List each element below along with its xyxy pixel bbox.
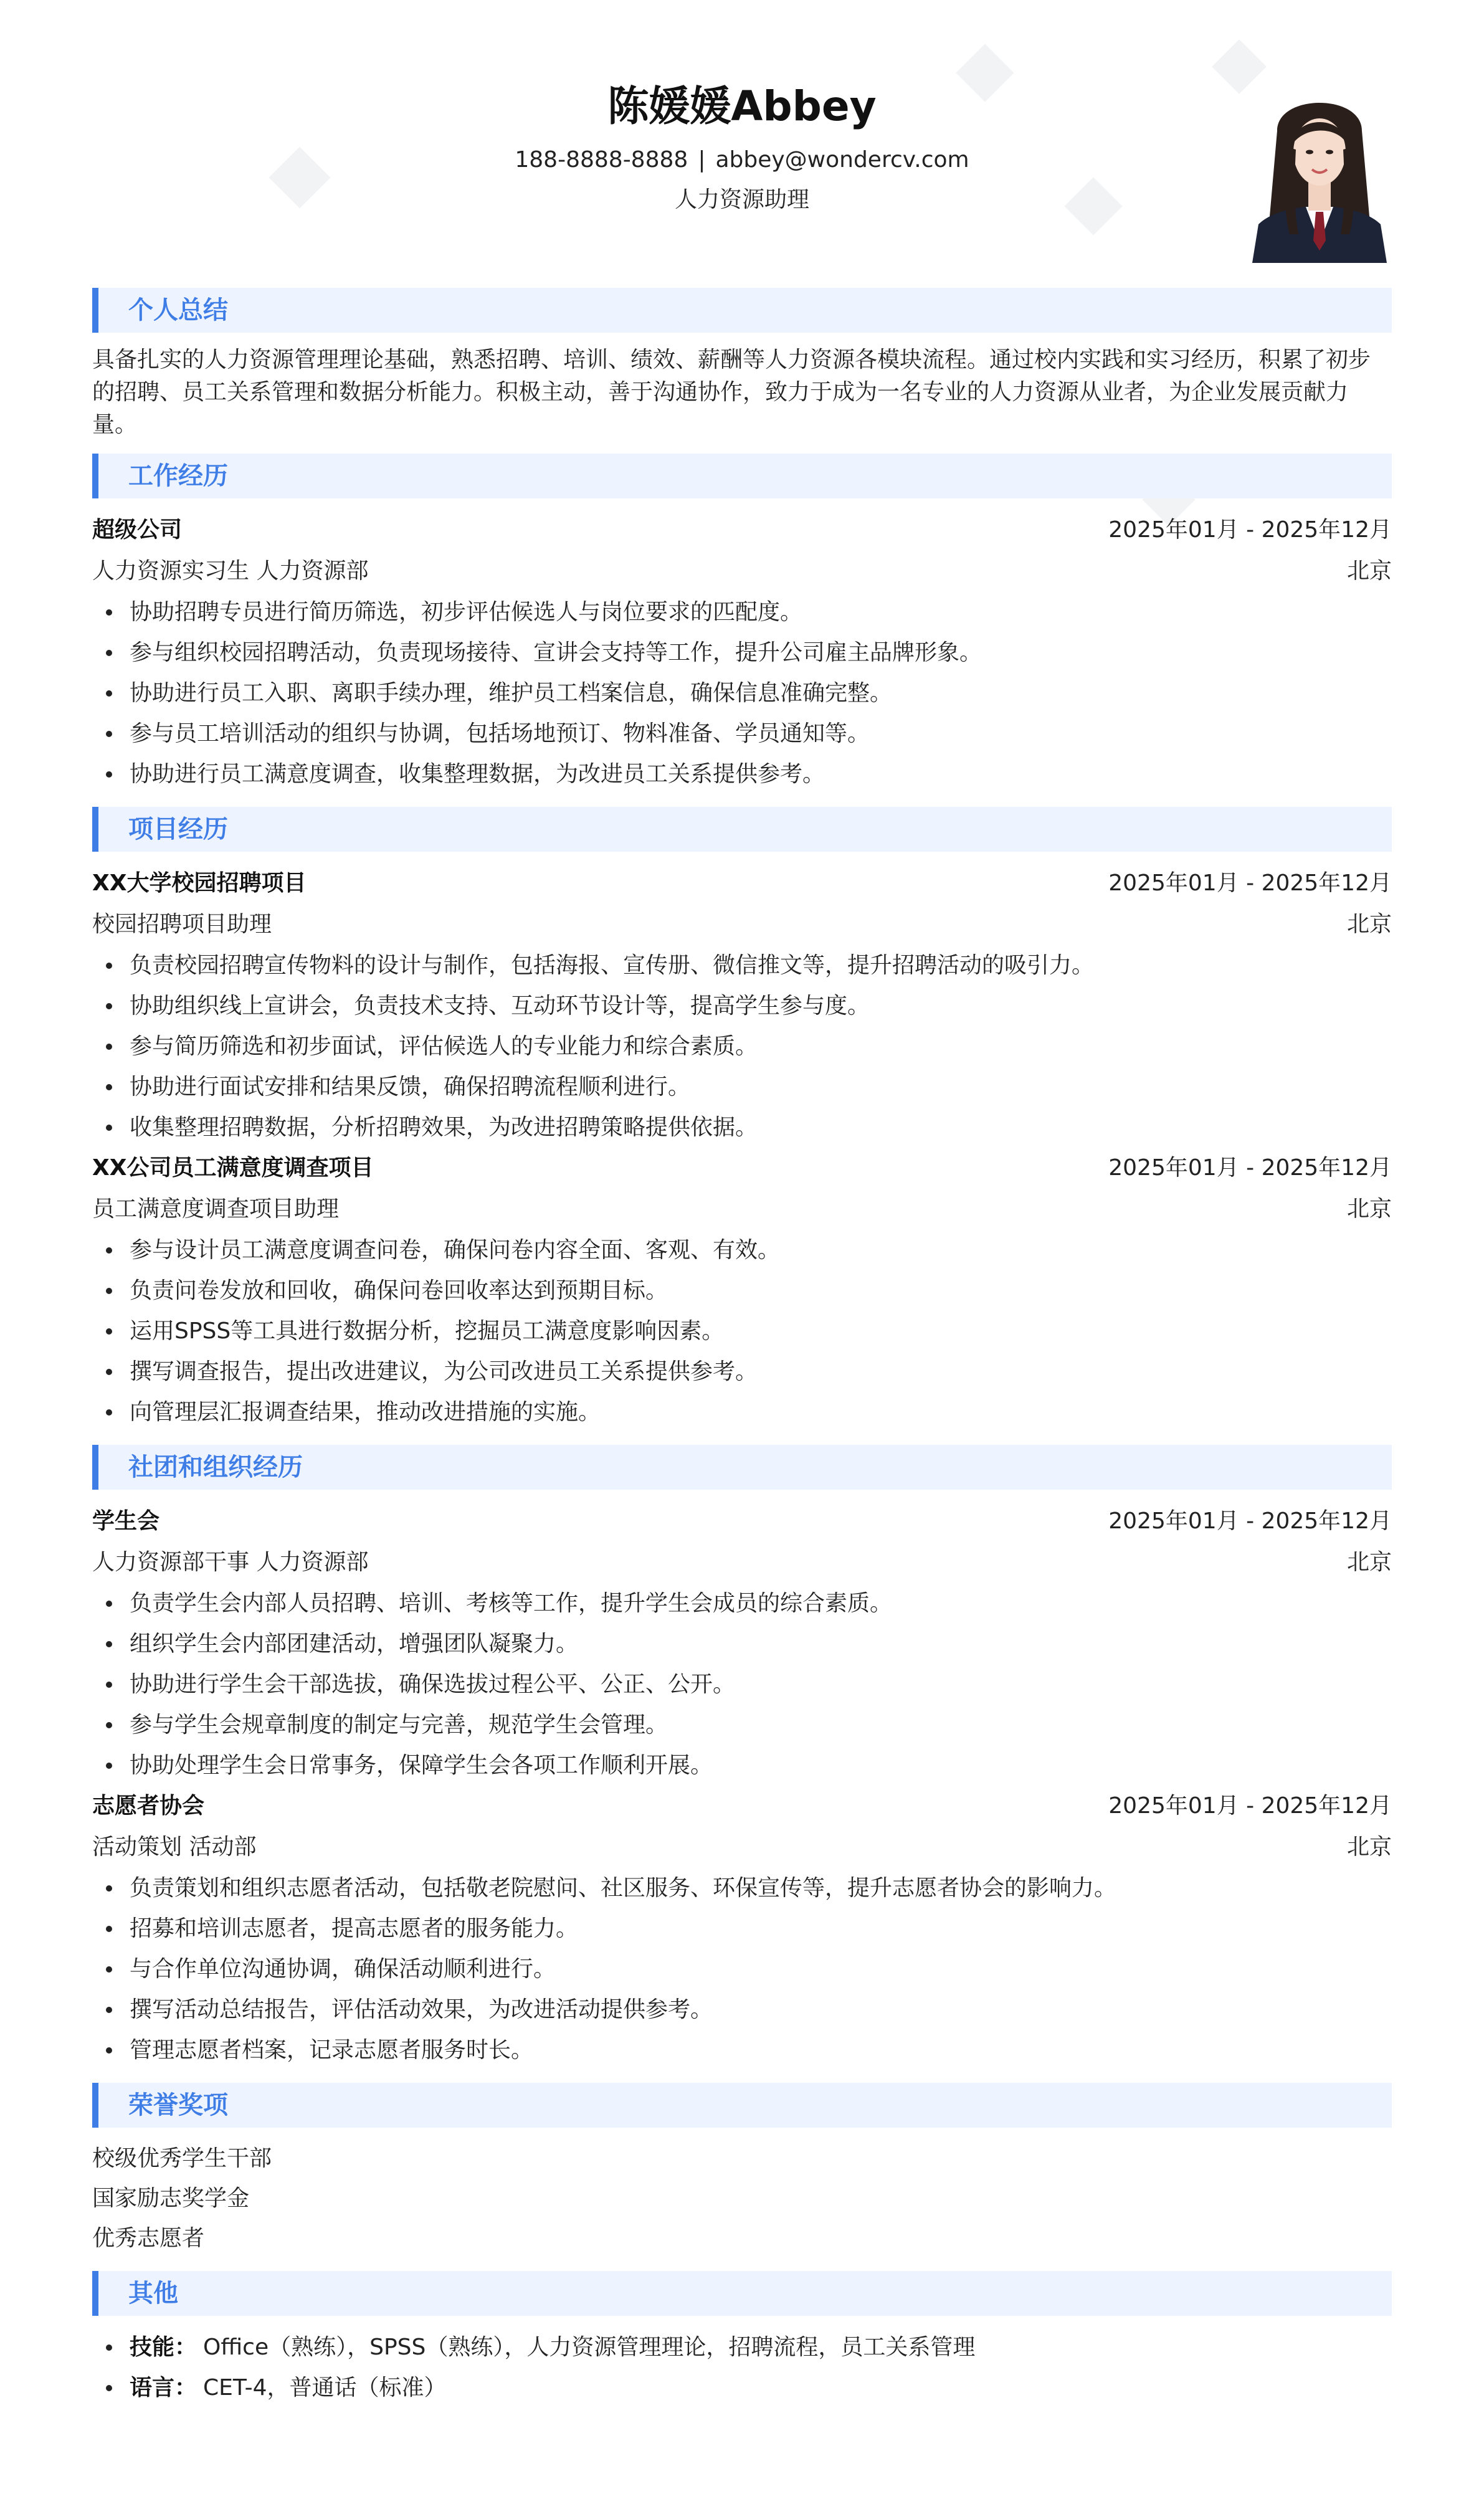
section-title: 社团和组织经历 bbox=[128, 1453, 303, 1482]
bullet-item: 负责校园招聘宣传物料的设计与制作，包括海报、宣传册、微信推文等，提升招聘活动的吸引力。 bbox=[92, 945, 1392, 986]
section-header bbox=[92, 454, 1392, 498]
summary-section bbox=[92, 288, 1392, 441]
entry-header-row bbox=[92, 1786, 1392, 1827]
section-accent-bar bbox=[92, 288, 98, 333]
entry-bullets bbox=[92, 592, 1392, 794]
summary-text: 具备扎实的人力资源管理理论基础，熟悉招聘、培训、绩效、薪酬等人力资源各模块流程。通过校内实践和实习经历，积累了初步的招聘、员工关系管理和数据分析能力。积极主动，善于沟通协作，致力于成为一名专业的人力资源从业者，为企业发展贡献力量。 bbox=[92, 347, 1371, 437]
other-list bbox=[92, 2327, 1392, 2408]
work-section bbox=[92, 454, 1392, 794]
contact-separator: | bbox=[698, 147, 706, 173]
section-accent-bar bbox=[92, 1445, 98, 1490]
bullet-item: 与合作单位沟通协调，确保活动顺利进行。 bbox=[92, 1949, 1392, 1989]
skills-label: 技能： bbox=[130, 2335, 197, 2360]
skills-item bbox=[92, 2327, 1392, 2368]
skills-value: Office（熟练），SPSS（熟练），人力资源管理理论，招聘流程，员工关系管理 bbox=[203, 2335, 976, 2360]
section-title: 荣誉奖项 bbox=[128, 2091, 228, 2120]
entry-bullets bbox=[92, 1230, 1392, 1432]
entry-role-row bbox=[92, 1189, 1392, 1230]
bullet-item: 招募和培训志愿者，提高志愿者的服务能力。 bbox=[92, 1908, 1392, 1949]
profile-photo bbox=[1246, 87, 1393, 263]
entry-role: 人力资源实习生 人力资源部 bbox=[92, 558, 369, 584]
project-entry bbox=[92, 863, 1392, 1148]
entry-role: 活动策划 活动部 bbox=[92, 1834, 257, 1860]
honor-item: 国家励志奖学金 bbox=[92, 2186, 250, 2211]
bullet-item: 参与设计员工满意度调查问卷，确保问卷内容全面、客观、有效。 bbox=[92, 1230, 1392, 1270]
section-header bbox=[92, 288, 1392, 333]
bullet-item: 协助处理学生会日常事务，保障学生会各项工作顺利开展。 bbox=[92, 1745, 1392, 1786]
bullet-item: 向管理层汇报调查结果，推动改进措施的实施。 bbox=[92, 1392, 1392, 1432]
section-accent-bar bbox=[92, 2083, 98, 2128]
other-section bbox=[92, 2271, 1392, 2408]
entry-location: 北京 bbox=[1346, 1549, 1392, 1575]
bullet-item: 撰写活动总结报告，评估活动效果，为改进活动提供参考。 bbox=[92, 1989, 1392, 2030]
entry-organization: 超级公司 bbox=[92, 517, 183, 543]
bullet-item: 参与简历筛选和初步面试，评估候选人的专业能力和综合素质。 bbox=[92, 1026, 1392, 1067]
bullet-item: 参与组织校园招聘活动，负责现场接待、宣讲会支持等工作，提升公司雇主品牌形象。 bbox=[92, 632, 1392, 673]
section-title: 工作经历 bbox=[128, 462, 228, 490]
entry-location: 北京 bbox=[1346, 1834, 1392, 1860]
entry-date: 2025年01月 - 2025年12月 bbox=[1108, 517, 1392, 543]
section-header bbox=[92, 807, 1392, 852]
honor-item: 校级优秀学生干部 bbox=[92, 2146, 272, 2171]
job-title: 人力资源助理 bbox=[674, 187, 809, 212]
email-address: abbey@wondercv.com bbox=[715, 147, 969, 173]
entry-date: 2025年01月 - 2025年12月 bbox=[1108, 1793, 1392, 1819]
entry-organization: 学生会 bbox=[92, 1508, 160, 1534]
section-title: 其他 bbox=[128, 2279, 178, 2308]
bullet-item: 组织学生会内部团建活动，增强团队凝聚力。 bbox=[92, 1624, 1392, 1664]
club-entry bbox=[92, 1501, 1392, 1786]
bullet-item: 运用SPSS等工具进行数据分析，挖掘员工满意度影响因素。 bbox=[92, 1311, 1392, 1351]
bullet-item: 负责问卷发放和回收，确保问卷回收率达到预期目标。 bbox=[92, 1270, 1392, 1311]
entry-organization: 志愿者协会 bbox=[92, 1793, 205, 1819]
entry-role-row bbox=[92, 1542, 1392, 1583]
entry-role-row bbox=[92, 904, 1392, 945]
bullet-item: 协助进行学生会干部选拔，确保选拔过程公平、公正、公开。 bbox=[92, 1664, 1392, 1705]
clubs-section bbox=[92, 1445, 1392, 2070]
honor-item: 优秀志愿者 bbox=[92, 2225, 205, 2251]
section-title: 个人总结 bbox=[128, 296, 228, 325]
bullet-item: 参与员工培训活动的组织与协调，包括场地预订、物料准备、学员通知等。 bbox=[92, 713, 1392, 754]
bullet-item: 协助进行员工满意度调查，收集整理数据，为改进员工关系提供参考。 bbox=[92, 754, 1392, 794]
entry-role: 员工满意度调查项目助理 bbox=[92, 1196, 340, 1222]
honors-section bbox=[92, 2083, 1392, 2259]
entry-role-row bbox=[92, 551, 1392, 592]
entry-bullets bbox=[92, 945, 1392, 1148]
entry-header-row bbox=[92, 510, 1392, 551]
bullet-item: 撰写调查报告，提出改进建议，为公司改进员工关系提供参考。 bbox=[92, 1351, 1392, 1392]
section-header bbox=[92, 1445, 1392, 1490]
section-accent-bar bbox=[92, 454, 98, 498]
bullet-item: 负责学生会内部人员招聘、培训、考核等工作，提升学生会成员的综合素质。 bbox=[92, 1583, 1392, 1624]
entry-date: 2025年01月 - 2025年12月 bbox=[1108, 870, 1392, 896]
bullet-item: 负责策划和组织志愿者活动，包括敬老院慰问、社区服务、环保宣传等，提升志愿者协会的影响力。 bbox=[92, 1868, 1392, 1908]
bullet-item: 协助招聘专员进行简历筛选，初步评估候选人与岗位要求的匹配度。 bbox=[92, 592, 1392, 632]
entry-organization: XX公司员工满意度调查项目 bbox=[92, 1155, 374, 1181]
projects-section bbox=[92, 807, 1392, 1432]
entry-header-row bbox=[92, 1148, 1392, 1189]
languages-item bbox=[92, 2368, 1392, 2408]
entry-header-row bbox=[92, 1501, 1392, 1542]
section-header bbox=[92, 2271, 1392, 2316]
entry-role-row bbox=[92, 1827, 1392, 1868]
entry-organization: XX大学校园招聘项目 bbox=[92, 870, 307, 896]
resume-content bbox=[92, 288, 1392, 2420]
bullet-item: 收集整理招聘数据，分析招聘效果，为改进招聘策略提供依据。 bbox=[92, 1107, 1392, 1148]
bullet-item: 参与学生会规章制度的制定与完善，规范学生会管理。 bbox=[92, 1705, 1392, 1745]
bullet-item: 协助进行面试安排和结果反馈，确保招聘流程顺利进行。 bbox=[92, 1067, 1392, 1107]
entry-location: 北京 bbox=[1346, 912, 1392, 937]
phone-number: 188-8888-8888 bbox=[515, 147, 688, 173]
entry-bullets bbox=[92, 1868, 1392, 2070]
bullet-item: 管理志愿者档案，记录志愿者服务时长。 bbox=[92, 2030, 1392, 2070]
bullet-item: 协助进行员工入职、离职手续办理，维护员工档案信息，确保信息准确完整。 bbox=[92, 673, 1392, 713]
section-header bbox=[92, 2083, 1392, 2128]
entry-role: 人力资源部干事 人力资源部 bbox=[92, 1549, 369, 1575]
entry-role: 校园招聘项目助理 bbox=[92, 912, 272, 937]
entry-location: 北京 bbox=[1346, 558, 1392, 584]
bullet-item: 协助组织线上宣讲会，负责技术支持、互动环节设计等，提高学生参与度。 bbox=[92, 986, 1392, 1026]
section-accent-bar bbox=[92, 807, 98, 852]
candidate-name: 陈媛媛Abbey bbox=[607, 82, 877, 130]
entry-location: 北京 bbox=[1346, 1196, 1392, 1222]
work-entry bbox=[92, 510, 1392, 794]
entry-bullets bbox=[92, 1583, 1392, 1786]
languages-value: CET-4，普通话（标准） bbox=[203, 2375, 447, 2401]
project-entry bbox=[92, 1148, 1392, 1432]
languages-label: 语言： bbox=[130, 2375, 197, 2401]
entry-header-row bbox=[92, 863, 1392, 904]
section-title: 项目经历 bbox=[128, 815, 228, 844]
entry-date: 2025年01月 - 2025年12月 bbox=[1108, 1155, 1392, 1181]
section-accent-bar bbox=[92, 2271, 98, 2316]
entry-date: 2025年01月 - 2025年12月 bbox=[1108, 1508, 1392, 1534]
club-entry bbox=[92, 1786, 1392, 2070]
